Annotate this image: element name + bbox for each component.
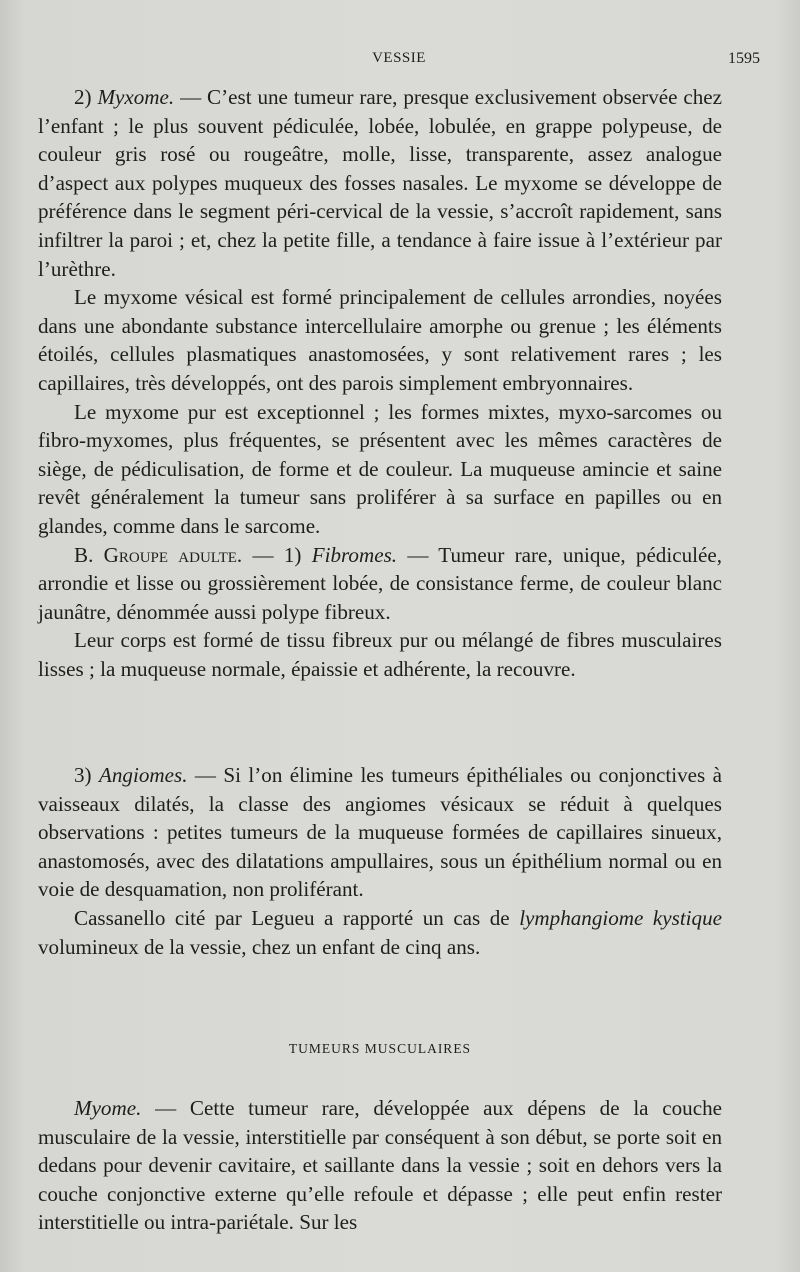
cassanello-after: volumineux de la vessie, chez un enfant de cinq ans. xyxy=(38,934,481,959)
fibromes-paragraph xyxy=(38,541,722,627)
section-heading: TUMEURS MUSCULAIRES xyxy=(288,1041,472,1056)
group-dash: — 1) xyxy=(242,542,312,567)
myxome-term: Myxome. xyxy=(97,85,175,109)
myxome-section xyxy=(38,83,722,683)
cassanello-before: Cassanello cité par Legueu a rapporté un cas de xyxy=(74,905,520,930)
myome-section xyxy=(38,1094,722,1237)
group-letter: B. xyxy=(74,542,94,567)
group-label: Groupe adulte. xyxy=(103,542,243,567)
myome-paragraph xyxy=(38,1094,722,1237)
cassanello-paragraph xyxy=(38,904,722,961)
angiomes-paragraph xyxy=(38,761,722,904)
page-header xyxy=(38,50,760,74)
myxome-number: 2) xyxy=(74,85,92,109)
angiomes-section xyxy=(38,761,722,961)
myome-term: Myome. xyxy=(74,1096,142,1120)
running-title: VESSIE xyxy=(372,50,426,66)
angiomes-term: Angiomes. xyxy=(99,763,188,787)
myxome-text: — C’est une tumeur rare, presque exclusivement observée chez l’enfant ; le plus souvent pédiculée, lobée, lobulée, en grappe polypeuse, de couleur gris rosé ou rougeâtre, molle, lisse, transparente, assez analogue d’aspect aux polypes muqueux des fosses nasales. Le myxome se développe de préférence dans le segment péri-cervical de la vessie, s’accroît rapidement, sans infiltrer la paroi ; et, chez la petite fille, a tendance à faire issue à l’extérieur par l’urèthre. xyxy=(38,85,722,281)
myxome-structure-paragraph: Le myxome vésical est formé principalement de cellules arrondies, noyées dans une abondante substance intercellulaire amorphe ou grenue ; les éléments étoilés, cellules plasmatiques anastomosées, y sont relativement rares ; les capillaires, très développés, ont des parois simplement embryonnaires. xyxy=(38,285,722,395)
page-number: 1595 xyxy=(728,50,760,67)
fibromes-term: Fibromes. xyxy=(311,542,398,567)
myxome-forms-paragraph: Le myxome pur est exceptionnel ; les formes mixtes, myxo-sarcomes ou fibro-myxomes, plus fréquentes, se présentent avec les mêmes caractères de siège, de pédiculisation, de forme et de couleur. La muqueuse amincie et saine revêt généralement la tumeur sans proliférer à sa surface en papilles ou en glandes, comme dans le sarcome. xyxy=(38,399,722,538)
fibromes-text: — Tumeur rare, unique, pédiculée, arrondie et lisse ou grossièrement lobée, de consistance ferme, de couleur blanc jaunâtre, dénommée aussi polype fibreux. xyxy=(38,542,722,624)
fibromes-structure-paragraph: Leur corps est formé de tissu fibreux pur ou mélangé de fibres musculaires lisses ; la muqueuse normale, épaissie et adhérente, la recouvre. xyxy=(38,628,722,681)
cassanello-term: lymphangiome kystique xyxy=(519,905,723,930)
myxome-intro-paragraph xyxy=(38,83,722,283)
myome-text: — Cette tumeur rare, développée aux dépens de la couche musculaire de la vessie, interstitielle par conséquent à son début, se porte soit en dedans pour devenir cavitaire, et saillante dans la vessie ; soit en dehors vers la couche conjonctive externe qu’elle refoule et dépasse ; elle peut enfin rester interstitielle ou intra-pariétale. Sur les xyxy=(38,1096,722,1235)
angiomes-number: 3) xyxy=(74,763,92,787)
angiomes-text: — Si l’on élimine les tumeurs épithéliales ou conjonctives à vaisseaux dilatés, la classe des angiomes vésicaux se réduit à quelques observations : petites tumeurs de la muqueuse formées de capillaires sinueux, anastomosés, avec des dilatations ampullaires, sous un épithélium normal ou en voie de desquamation, non proliférant. xyxy=(38,763,723,902)
